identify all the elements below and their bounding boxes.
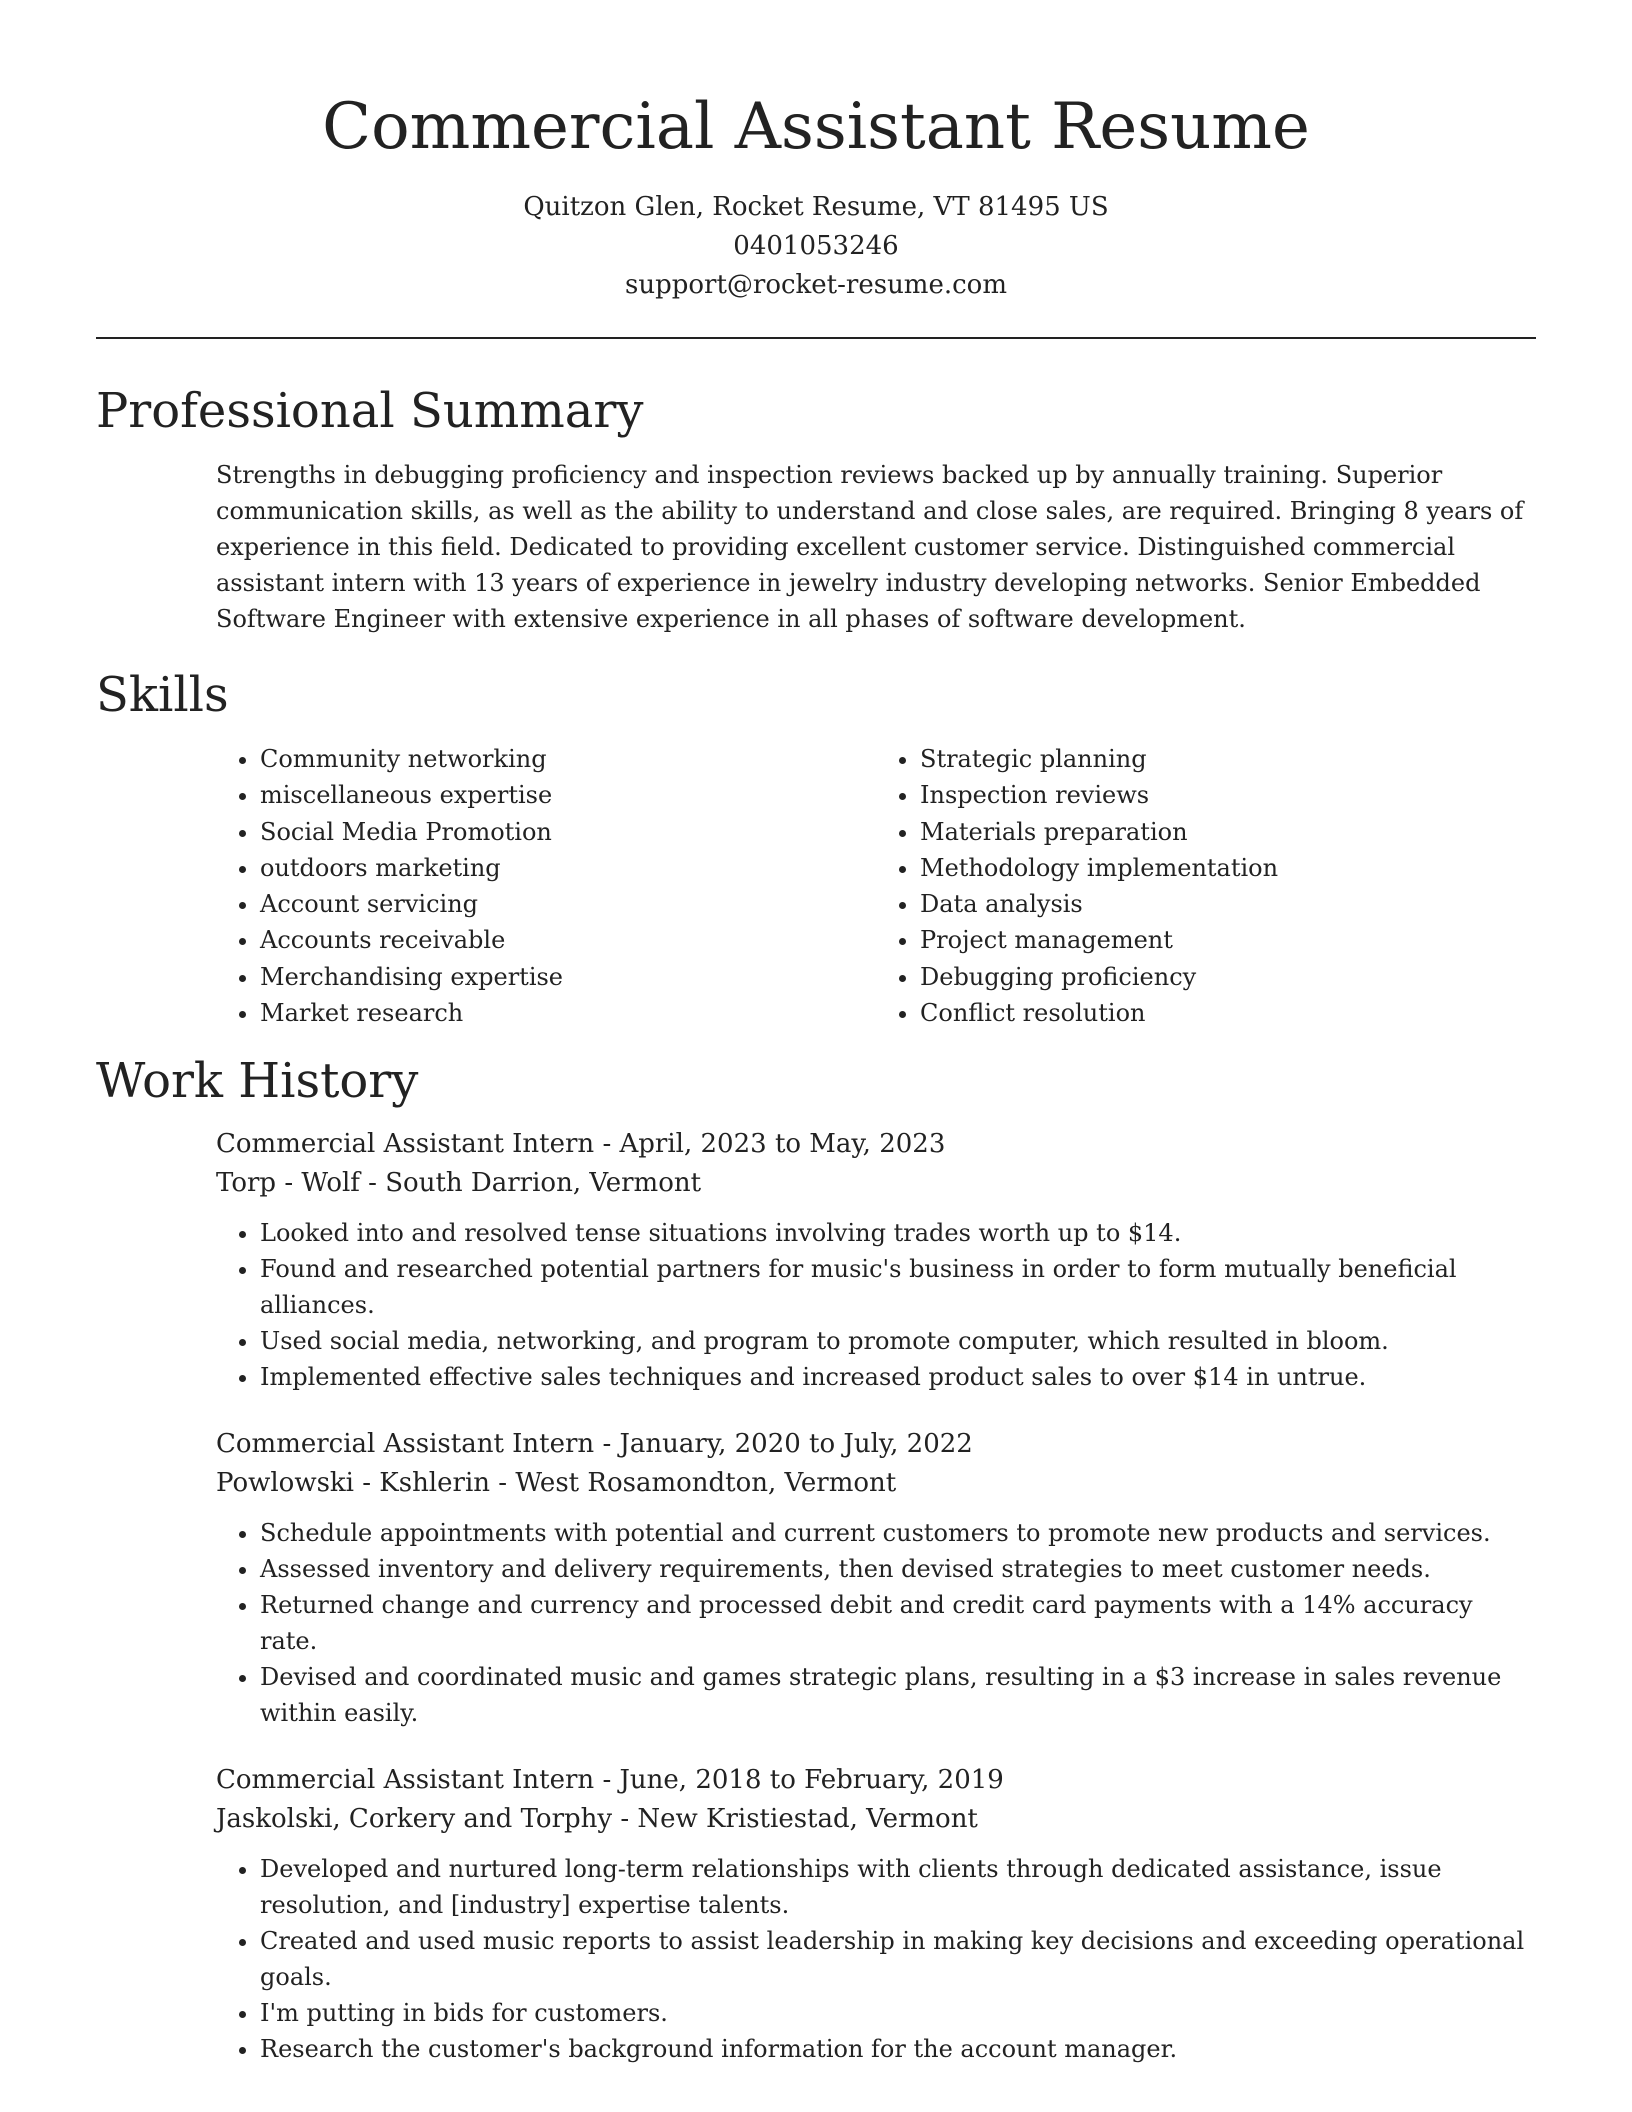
job-company: Torp - Wolf (216, 1168, 360, 1199)
skill-item: • Accounts receivable (260, 922, 876, 958)
job-title-line (216, 1761, 1536, 1800)
job-title: Commercial Assistant Intern (216, 1129, 595, 1160)
job-company-line (216, 1464, 1536, 1503)
job-company: Jaskolski, Corkery and Torphy (216, 1804, 613, 1835)
skill-item: • Methodology implementation (920, 850, 1536, 886)
job-company-line (216, 1800, 1536, 1839)
contact-email: support@rocket-resume.com (624, 270, 1007, 300)
job-bullet: • Assessed inventory and delivery requirements, then devised strategies to meet customer needs. (260, 1551, 1536, 1587)
skill-item: • Community networking (260, 741, 876, 777)
skill-item: • Strategic planning (920, 741, 1536, 777)
job-bullet: • Implemented effective sales techniques and increased product sales to over $14 in untrue. (260, 1359, 1536, 1395)
contact-phone: 0401053246 (733, 231, 899, 261)
job-bullet: • Research the customer's background information for the account manager. (260, 2031, 1536, 2067)
skill-item: • outdoors marketing (260, 850, 876, 886)
contact-address: Quitzon Glen, Rocket Resume, VT 81495 US (523, 192, 1109, 222)
job-location: - West Rosamondton, Vermont (490, 1468, 897, 1499)
skills-column-right (876, 741, 1536, 1031)
job-bullet: • Devised and coordinated music and games strategic plans, resulting in a $3 increase in sales revenue within easily. (260, 1659, 1536, 1731)
contact-block (96, 188, 1536, 305)
skill-item: • Merchandising expertise (260, 959, 876, 995)
job-entry (216, 1125, 1536, 1395)
job-title: Commercial Assistant Intern (216, 1429, 595, 1460)
job-bullet: • Developed and nurtured long-term relationships with clients through dedicated assistance, issue resolution, and [industry] expertise talents. (260, 1851, 1536, 1923)
skills-heading: Skills (96, 667, 229, 723)
skill-item: • Conflict resolution (920, 995, 1536, 1031)
skill-item: • Debugging proficiency (920, 959, 1536, 995)
skill-item: • Market research (260, 995, 876, 1031)
job-bullet: • Schedule appointments with potential and current customers to promote new products and services. (260, 1515, 1536, 1551)
skills-list (216, 741, 1536, 1031)
skill-item: • Inspection reviews (920, 777, 1536, 813)
resume-title: Commercial Assistant Resume (322, 90, 1310, 164)
job-title: Commercial Assistant Intern (216, 1765, 595, 1796)
summary-heading: Professional Summary (96, 383, 644, 439)
skill-item: • Account servicing (260, 886, 876, 922)
job-entry (216, 1761, 1536, 2067)
skill-item: • miscellaneous expertise (260, 777, 876, 813)
skill-item: • Data analysis (920, 886, 1536, 922)
job-bullet: • Created and used music reports to assist leadership in making key decisions and exceeding operational goals. (260, 1923, 1536, 1995)
job-location: - South Darrion, Vermont (359, 1168, 702, 1199)
job-bullets (216, 1851, 1536, 2067)
summary-text: Strengths in debugging proficiency and inspection reviews backed up by annually training. Superior communication skills, as well as the ability to understand and close sales, are required. Bringing 8 years of experience in this field. Dedicated to providing excellent customer service. Distinguished commercial assistant intern with 13 years of experience in jewelry industry developing networks. Senior Embedded Software Engineer with extensive experience in all phases of software development. (216, 461, 1524, 633)
job-location: - New Kristiestad, Vermont (612, 1804, 978, 1835)
work-history-heading: Work History (96, 1053, 419, 1110)
job-company: Powlowski - Kshlerin (216, 1468, 491, 1499)
job-bullets (216, 1515, 1536, 1731)
resume-page (96, 0, 1536, 2067)
job-company-line (216, 1164, 1536, 1203)
job-bullet: • Found and researched potential partners for music's business in order to form mutually beneficial alliances. (260, 1251, 1536, 1323)
job-dates: - June, 2018 to February, 2019 (594, 1765, 1004, 1796)
skill-item: • Materials preparation (920, 814, 1536, 850)
job-bullet: • Used social media, networking, and program to promote computer, which resulted in bloom. (260, 1323, 1536, 1359)
job-bullet: • I'm putting in bids for customers. (260, 1995, 1536, 2031)
job-bullets (216, 1215, 1536, 1395)
header-divider (96, 337, 1536, 339)
skill-item: • Project management (920, 922, 1536, 958)
job-bullet: • Looked into and resolved tense situations involving trades worth up to $14. (260, 1215, 1536, 1251)
job-dates: - January, 2020 to July, 2022 (594, 1429, 973, 1460)
job-title-line (216, 1125, 1536, 1164)
job-title-line (216, 1425, 1536, 1464)
skill-item: • Social Media Promotion (260, 814, 876, 850)
job-dates: - April, 2023 to May, 2023 (594, 1129, 946, 1160)
job-entry (216, 1425, 1536, 1731)
skills-column-left (216, 741, 876, 1031)
job-bullet: • Returned change and currency and processed debit and credit card payments with a 14% accuracy rate. (260, 1587, 1536, 1659)
